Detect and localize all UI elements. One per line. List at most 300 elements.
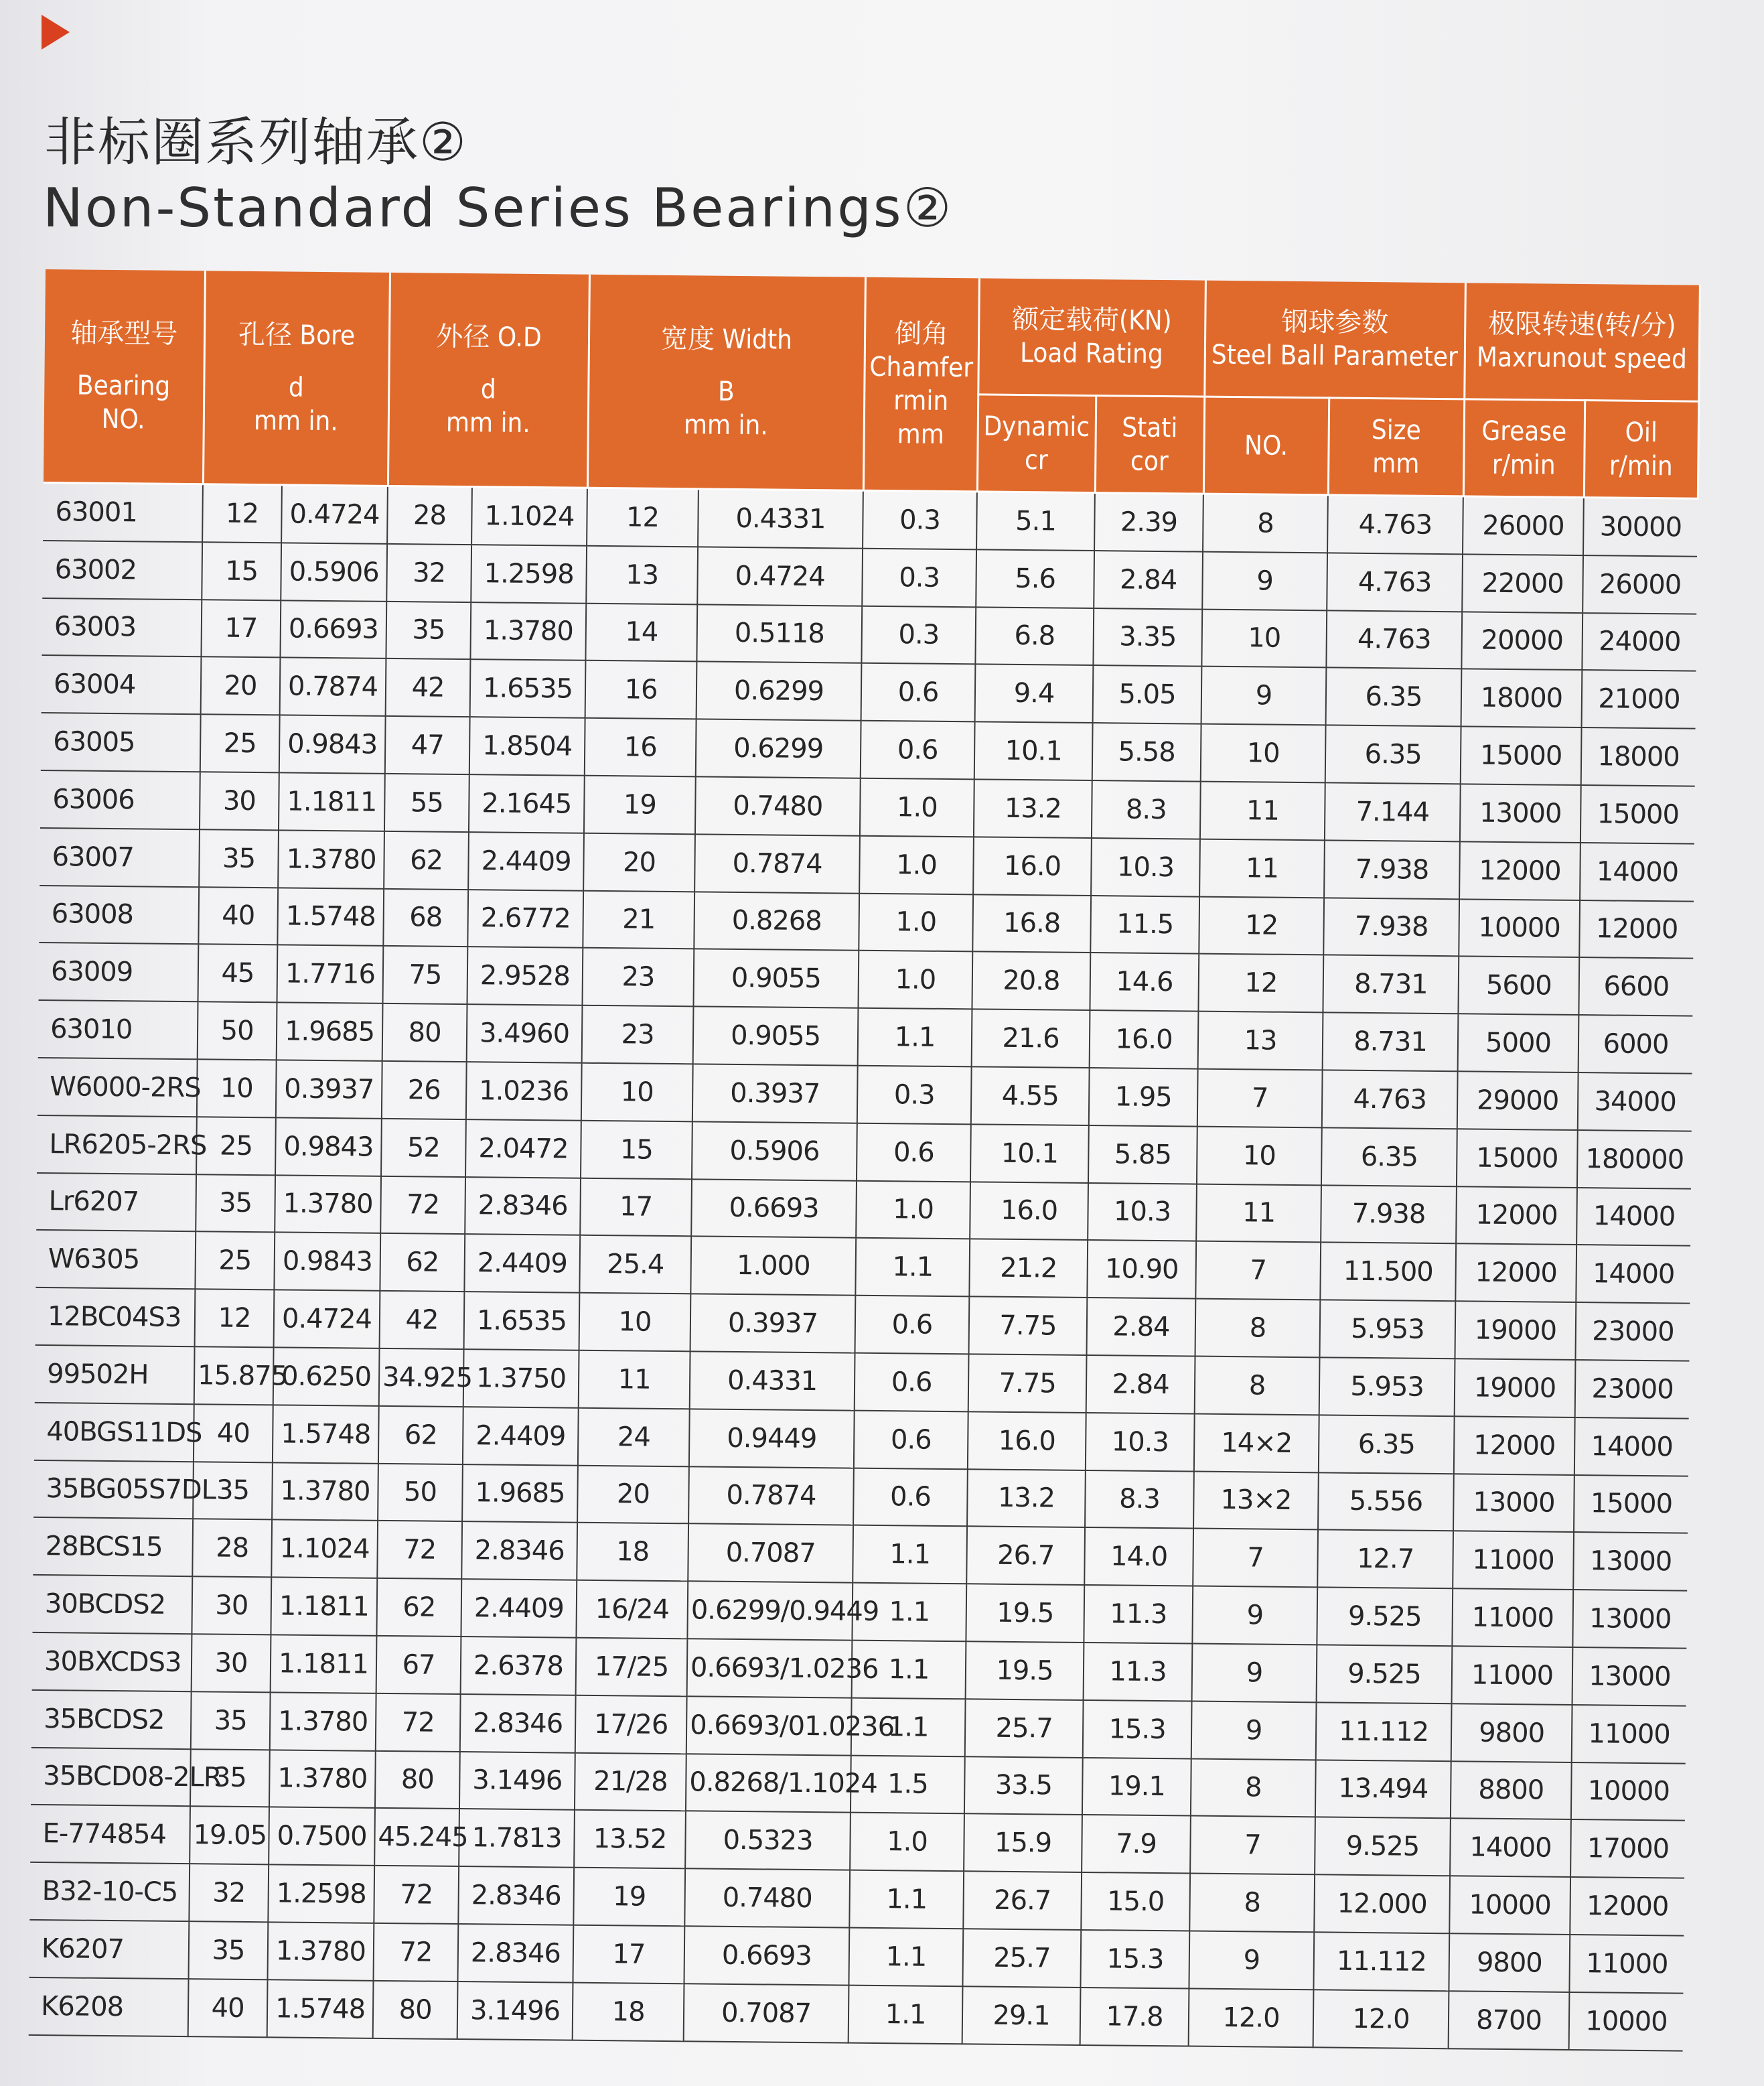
- cell-grease-speed: 14000: [1450, 1819, 1571, 1878]
- cell-bore-in: 0.9843: [279, 715, 386, 774]
- cell-ball-count: 9: [1189, 1931, 1314, 1990]
- cell-static-load: 15.3: [1083, 1700, 1192, 1758]
- cell-bearing-no: 30BXCDS3: [32, 1632, 192, 1691]
- cell-dynamic-load: 9.4: [975, 665, 1094, 723]
- cell-grease-speed: 9800: [1449, 1933, 1570, 1992]
- cell-grease-speed: 19000: [1455, 1359, 1576, 1417]
- cell-dynamic-load: 10.1: [974, 722, 1093, 780]
- cell-oil-speed: 6600: [1578, 957, 1693, 1016]
- cell-dynamic-load: 7.75: [968, 1354, 1087, 1412]
- cell-width-mm: 15: [581, 1121, 692, 1179]
- cell-width-mm: 23: [583, 948, 694, 1006]
- header-speed-en: Maxrunout speed: [1476, 342, 1688, 375]
- cell-ball-count: 7: [1197, 1069, 1323, 1128]
- cell-bearing-no: B32-10-C5: [29, 1862, 190, 1921]
- header-dynamic: [977, 395, 1096, 493]
- cell-dynamic-load: 25.7: [962, 1929, 1081, 1987]
- cell-width-mm: 11: [579, 1350, 690, 1409]
- cell-ball-size: 7.938: [1321, 1185, 1457, 1244]
- header-oil-label: Oil: [1625, 417, 1658, 449]
- cell-width-in: 0.6299: [696, 719, 861, 778]
- cell-grease-speed: 15000: [1457, 1129, 1578, 1188]
- cell-bore-in: 1.9685: [277, 1003, 383, 1061]
- cell-width-mm: 23: [582, 1005, 694, 1064]
- cell-od-mm: 32: [386, 544, 471, 602]
- cell-od-in: 2.0472: [465, 1119, 581, 1178]
- cell-ball-size: 13.494: [1315, 1760, 1451, 1819]
- cell-ball-size: 9.525: [1317, 1587, 1453, 1646]
- cell-od-mm: 26: [382, 1061, 467, 1119]
- cell-chamfer: 1.1: [855, 1238, 970, 1296]
- cell-dynamic-load: 16.0: [973, 837, 1092, 895]
- cell-bore-mm: 12: [195, 1289, 275, 1347]
- cell-bearing-no: Lr6207: [36, 1173, 196, 1232]
- cell-ball-count: 8: [1203, 494, 1328, 553]
- cell-width-mm: 13: [586, 546, 698, 604]
- cell-oil-speed: 24000: [1582, 613, 1696, 671]
- cell-od-in: 3.1496: [459, 1752, 575, 1810]
- header-bearing-no-cn: 轴承型号: [70, 317, 178, 350]
- cell-ball-count: 8: [1195, 1357, 1320, 1415]
- cell-bore-in: 1.5748: [273, 1405, 379, 1463]
- cell-width-in: 0.7087: [688, 1524, 853, 1583]
- cell-grease-speed: 5600: [1458, 957, 1579, 1016]
- cell-ball-size: 12.7: [1317, 1530, 1453, 1589]
- cell-dynamic-load: 13.2: [967, 1469, 1086, 1527]
- cell-od-in: 1.9685: [462, 1464, 578, 1523]
- cell-width-mm: 17: [580, 1178, 692, 1236]
- cell-bore-mm: 35: [190, 1749, 270, 1807]
- header-load-rating: [978, 278, 1205, 397]
- cell-ball-count: 14×2: [1194, 1413, 1319, 1472]
- header-dynamic-symbol: cr: [1024, 445, 1048, 476]
- cell-bearing-no: 63007: [40, 828, 200, 887]
- header-od-title: 外径 O.D: [436, 321, 542, 353]
- cell-ball-size: 8.731: [1323, 955, 1459, 1014]
- cell-od-in: 1.8504: [469, 717, 585, 775]
- header-bearing-no: [44, 269, 205, 484]
- cell-od-mm: 62: [378, 1406, 463, 1464]
- cell-ball-size: 6.35: [1325, 725, 1461, 784]
- cell-chamfer: 0.3: [863, 490, 977, 549]
- header-grease-label: Grease: [1481, 415, 1567, 447]
- cell-chamfer: 1.1: [849, 1928, 963, 1986]
- header-bearing-no-en: Bearing: [76, 369, 171, 402]
- cell-oil-speed: 15000: [1574, 1475, 1688, 1533]
- cell-ball-count: 11: [1196, 1184, 1321, 1243]
- cell-ball-size: 6.35: [1319, 1415, 1455, 1474]
- cell-chamfer: 0.6: [861, 721, 975, 779]
- cell-width-in: 0.9055: [693, 1007, 859, 1066]
- cell-static-load: 5.58: [1092, 723, 1201, 781]
- cell-od-in: 1.1024: [471, 487, 587, 546]
- header-steel-ball-cn: 钢球参数: [1281, 306, 1389, 339]
- cell-width-mm: 10: [579, 1293, 691, 1351]
- header-steel-ball-en: Steel Ball Parameter: [1211, 339, 1459, 373]
- cell-dynamic-load: 6.8: [975, 607, 1094, 665]
- cell-width-mm: 10: [581, 1063, 693, 1121]
- cell-oil-speed: 15000: [1581, 785, 1695, 843]
- cell-bore-mm: 35: [189, 1921, 269, 1979]
- cell-bore-mm: 35: [199, 829, 279, 888]
- header-od-symbol: d: [480, 373, 496, 405]
- cell-static-load: 11.3: [1084, 1643, 1193, 1701]
- cell-width-mm: 25.4: [579, 1235, 691, 1294]
- cell-od-mm: 45.245: [374, 1808, 459, 1866]
- cell-oil-speed: 17000: [1570, 1819, 1685, 1878]
- cell-chamfer: 1.0: [858, 951, 972, 1009]
- cell-ball-count: 13: [1198, 1012, 1323, 1070]
- cell-bearing-no: 63004: [42, 655, 202, 714]
- cell-grease-speed: 19000: [1455, 1301, 1576, 1360]
- cell-width-mm: 14: [585, 603, 697, 661]
- cell-od-mm: 80: [375, 1750, 460, 1809]
- cell-bearing-no: 28BCS15: [33, 1517, 193, 1576]
- cell-ball-size: 11.500: [1320, 1243, 1456, 1302]
- header-chamfer-en: Chamfer: [869, 351, 974, 383]
- cell-ball-size: 4.763: [1322, 1070, 1458, 1129]
- cell-chamfer: 0.3: [862, 549, 976, 607]
- header-chamfer-cn: 倒角: [894, 318, 949, 350]
- cell-oil-speed: 30000: [1583, 498, 1698, 557]
- cell-width-mm: 16: [585, 718, 696, 776]
- cell-od-in: 1.3750: [463, 1349, 579, 1407]
- cell-width-mm: 19: [573, 1868, 685, 1926]
- cell-width-in: 0.3937: [692, 1064, 858, 1123]
- cell-od-in: 3.4960: [467, 1004, 583, 1062]
- header-load-rating-en: Load Rating: [1019, 337, 1163, 370]
- cell-bore-in: 1.3780: [275, 1175, 381, 1233]
- cell-chamfer: 1.5: [851, 1755, 965, 1813]
- cell-oil-speed: 21000: [1582, 670, 1696, 728]
- cell-od-mm: 75: [383, 946, 468, 1004]
- cell-bore-mm: 40: [198, 887, 278, 945]
- cell-od-mm: 72: [377, 1521, 462, 1579]
- cell-chamfer: 0.3: [861, 606, 976, 664]
- cell-width-in: 0.7874: [688, 1466, 854, 1525]
- cell-od-mm: 35: [386, 602, 471, 660]
- cell-ball-count: 8: [1191, 1758, 1316, 1817]
- cell-chamfer: 1.1: [852, 1641, 966, 1699]
- cell-od-mm: 72: [380, 1176, 465, 1234]
- cell-od-mm: 80: [373, 1981, 458, 2039]
- cell-bearing-no: LR6205-2RS: [37, 1115, 197, 1174]
- cell-width-mm: 20: [583, 833, 695, 892]
- cell-ball-count: 11: [1200, 782, 1325, 841]
- cell-grease-speed: 29000: [1457, 1071, 1578, 1130]
- cell-bore-in: 1.3780: [278, 830, 384, 888]
- table-body: [29, 482, 1698, 2050]
- cell-bore-in: 0.7500: [269, 1807, 375, 1866]
- cell-dynamic-load: 7.75: [969, 1296, 1088, 1354]
- cell-ball-size: 7.938: [1324, 840, 1460, 899]
- cell-ball-size: 12.000: [1314, 1874, 1450, 1933]
- header-width-symbol: B: [717, 376, 735, 407]
- cell-bore-in: 0.4724: [274, 1290, 380, 1348]
- cell-bore-in: 0.3937: [276, 1060, 382, 1118]
- cell-chamfer: 0.6: [861, 663, 976, 721]
- cell-ball-count: 9: [1201, 667, 1327, 725]
- cell-width-in: 0.4724: [697, 547, 863, 606]
- cell-static-load: 3.35: [1093, 608, 1202, 667]
- cell-grease-speed: 8700: [1449, 1991, 1570, 2050]
- cell-oil-speed: 14000: [1576, 1188, 1691, 1246]
- cell-bearing-no: 63003: [42, 598, 202, 657]
- cell-static-load: 2.39: [1094, 493, 1203, 552]
- cell-chamfer: 0.6: [855, 1296, 970, 1354]
- cell-od-mm: 34.925: [379, 1348, 464, 1407]
- cell-static-load: 7.9: [1082, 1815, 1191, 1873]
- cell-grease-speed: 11000: [1452, 1588, 1573, 1647]
- cell-grease-speed: 10000: [1449, 1876, 1570, 1935]
- cell-oil-speed: 13000: [1573, 1532, 1688, 1590]
- cell-bearing-no: 63009: [39, 943, 199, 1001]
- cell-bore-in: 1.1811: [279, 772, 385, 831]
- cell-bearing-no: K6208: [29, 1977, 189, 2036]
- cell-oil-speed: 18000: [1581, 727, 1696, 786]
- cell-bore-mm: 30: [192, 1576, 271, 1635]
- cell-width-mm: 20: [577, 1465, 689, 1523]
- cell-oil-speed: 6000: [1578, 1015, 1693, 1073]
- cell-bore-in: 1.1811: [271, 1635, 377, 1693]
- cell-grease-speed: 11000: [1452, 1646, 1573, 1705]
- header-od: [388, 273, 589, 488]
- triangle-marker-icon: [42, 15, 70, 50]
- cell-bearing-no: 63006: [40, 770, 200, 829]
- cell-bore-mm: 45: [198, 945, 278, 1003]
- cell-dynamic-load: 16.0: [970, 1182, 1088, 1240]
- cell-width-in: 0.6299: [696, 662, 862, 721]
- cell-width-in: 0.9449: [689, 1409, 855, 1468]
- cell-od-in: 2.8346: [460, 1694, 576, 1752]
- cell-bore-in: 0.5906: [281, 543, 387, 601]
- cell-grease-speed: 13000: [1453, 1474, 1574, 1533]
- header-grease-unit: r/min: [1491, 449, 1556, 481]
- cell-grease-speed: 12000: [1455, 1244, 1576, 1303]
- cell-ball-size: 12.0: [1313, 1990, 1449, 2048]
- cell-od-in: 2.4409: [468, 832, 584, 890]
- cell-oil-speed: 10000: [1569, 1992, 1684, 2050]
- cell-chamfer: 0.6: [853, 1468, 968, 1526]
- cell-dynamic-load: 25.7: [965, 1699, 1084, 1757]
- cell-width-in: 0.8268: [694, 892, 859, 951]
- cell-static-load: 11.3: [1084, 1585, 1193, 1643]
- cell-bearing-no: W6000-2RS: [38, 1058, 198, 1117]
- cell-chamfer: 1.1: [851, 1697, 966, 1756]
- cell-width-in: 0.9055: [693, 949, 859, 1008]
- cell-ball-count: 12.0: [1189, 1988, 1314, 2047]
- cell-oil-speed: 11000: [1569, 1935, 1684, 1993]
- cell-od-mm: 28: [387, 486, 472, 545]
- cell-ball-size: 9.525: [1317, 1645, 1453, 1703]
- cell-ball-size: 4.763: [1327, 495, 1463, 554]
- cell-od-mm: 68: [383, 888, 468, 947]
- cell-dynamic-load: 13.2: [974, 779, 1092, 837]
- cell-chamfer: 1.0: [856, 1180, 970, 1239]
- cell-od-mm: 72: [374, 1923, 459, 1981]
- cell-static-load: 16.0: [1090, 1010, 1199, 1068]
- cell-width-mm: 24: [578, 1407, 690, 1466]
- header-ball-size-unit: mm: [1372, 448, 1420, 480]
- cell-od-mm: 62: [380, 1233, 465, 1292]
- cell-od-in: 2.4409: [461, 1579, 577, 1637]
- cell-width-mm: 17/25: [576, 1638, 688, 1696]
- cell-static-load: 5.85: [1088, 1125, 1197, 1184]
- header-ball-size: [1328, 398, 1464, 496]
- cell-od-mm: 42: [380, 1291, 465, 1349]
- cell-static-load: 8.3: [1085, 1470, 1194, 1529]
- cell-width-mm: 16: [585, 660, 697, 719]
- header-bore-symbol: d: [288, 371, 304, 403]
- cell-dynamic-load: 16.8: [972, 894, 1091, 953]
- cell-dynamic-load: 33.5: [964, 1756, 1083, 1815]
- cell-grease-speed: 18000: [1461, 669, 1583, 728]
- cell-static-load: 17.8: [1080, 1988, 1189, 2046]
- cell-ball-count: 9: [1202, 551, 1327, 610]
- cell-static-load: 15.3: [1080, 1930, 1189, 1988]
- cell-chamfer: 1.0: [859, 893, 973, 951]
- header-bearing-no-abbr: NO.: [101, 403, 145, 435]
- cell-grease-speed: 20000: [1461, 612, 1583, 671]
- cell-ball-count: 11: [1199, 839, 1325, 898]
- cell-width-in: 0.5323: [685, 1811, 851, 1870]
- cell-bearing-no: 35BG05S7DL: [33, 1460, 194, 1519]
- cell-grease-speed: 15000: [1461, 727, 1582, 786]
- cell-bore-in: 1.3780: [272, 1462, 378, 1521]
- cell-dynamic-load: 19.5: [966, 1641, 1084, 1699]
- cell-od-in: 2.9528: [467, 947, 583, 1005]
- cell-width-in: 0.6693/1.0236: [687, 1639, 853, 1697]
- cell-ball-count: 10: [1197, 1126, 1322, 1185]
- cell-od-in: 1.6535: [464, 1292, 580, 1350]
- cell-static-load: 1.95: [1089, 1068, 1198, 1126]
- cell-oil-speed: 180000: [1577, 1130, 1692, 1188]
- cell-bore-in: 0.9843: [274, 1233, 380, 1291]
- header-chamfer-unit: mm: [897, 418, 944, 450]
- header-bore-units: mm in.: [253, 405, 338, 437]
- cell-ball-count: 8: [1195, 1299, 1321, 1358]
- cell-od-in: 2.1645: [469, 774, 585, 833]
- cell-static-load: 14.6: [1090, 953, 1199, 1011]
- cell-bore-in: 1.3780: [268, 1922, 374, 1980]
- bearing-spec-table: [29, 269, 1701, 2051]
- cell-od-in: 2.4409: [464, 1234, 580, 1292]
- cell-od-in: 1.2598: [471, 545, 587, 603]
- cell-chamfer: 0.6: [857, 1123, 971, 1181]
- cell-oil-speed: 13000: [1572, 1647, 1687, 1706]
- cell-grease-speed: 12000: [1456, 1186, 1577, 1245]
- cell-bearing-no: 63010: [38, 1000, 198, 1059]
- cell-bore-mm: 25: [195, 1232, 275, 1290]
- cell-od-in: 2.8346: [457, 1924, 573, 1982]
- cell-oil-speed: 26000: [1583, 555, 1697, 614]
- cell-grease-speed: 12000: [1454, 1416, 1575, 1475]
- cell-od-mm: 62: [376, 1578, 461, 1637]
- header-dynamic-label: Dynamic: [983, 411, 1090, 443]
- cell-chamfer: 1.1: [858, 1008, 972, 1066]
- header-od-units: mm in.: [445, 407, 530, 439]
- cell-bore-in: 1.7716: [277, 945, 384, 1003]
- cell-od-in: 2.6378: [461, 1637, 577, 1695]
- cell-grease-speed: 10000: [1459, 899, 1580, 958]
- cell-ball-size: 5.556: [1318, 1472, 1454, 1531]
- cell-ball-count: 9: [1191, 1701, 1317, 1760]
- header-bore-title: 孔径 Bore: [238, 319, 356, 351]
- cell-bore-mm: 25: [196, 1117, 276, 1175]
- cell-bore-in: 1.1024: [271, 1520, 378, 1578]
- cell-static-load: 2.84: [1087, 1298, 1196, 1356]
- cell-bore-mm: 35: [193, 1462, 273, 1520]
- cell-bore-mm: 28: [192, 1519, 272, 1578]
- cell-ball-size: 6.35: [1326, 668, 1462, 727]
- header-oil: [1584, 401, 1698, 499]
- cell-width-in: 0.7874: [694, 834, 860, 893]
- cell-bearing-no: 40BGS11DS: [34, 1403, 194, 1462]
- cell-grease-speed: 13000: [1460, 784, 1581, 843]
- cell-ball-count: 10: [1201, 724, 1326, 783]
- cell-bore-in: 1.3780: [269, 1750, 376, 1808]
- cell-chamfer: 1.1: [852, 1583, 966, 1641]
- header-static-symbol: cor: [1130, 445, 1169, 478]
- cell-bore-in: 1.5748: [277, 888, 384, 946]
- cell-bore-mm: 20: [201, 657, 281, 715]
- cell-bore-mm: 32: [189, 1864, 269, 1922]
- cell-od-mm: 62: [384, 831, 469, 890]
- cell-dynamic-load: 26.7: [966, 1527, 1085, 1585]
- cell-width-in: 0.6693/01.0236: [686, 1696, 852, 1755]
- page-title-chinese: 非标圈系列轴承②: [44, 113, 467, 173]
- cell-ball-size: 8.731: [1323, 1013, 1459, 1072]
- cell-ball-size: 9.525: [1315, 1817, 1451, 1876]
- cell-chamfer: 1.0: [850, 1813, 964, 1871]
- cell-bore-mm: 30: [192, 1634, 271, 1692]
- header-width-units: mm in.: [683, 409, 768, 441]
- cell-od-mm: 47: [385, 716, 470, 774]
- cell-bearing-no: 63002: [42, 541, 202, 600]
- cell-width-in: 0.5906: [692, 1121, 857, 1180]
- cell-od-in: 3.1496: [457, 1981, 573, 2040]
- cell-od-in: 1.3780: [470, 602, 586, 660]
- cell-bore-in: 1.2598: [268, 1864, 374, 1923]
- cell-grease-speed: 26000: [1463, 496, 1584, 555]
- cell-ball-size: 7.938: [1323, 898, 1459, 957]
- cell-width-in: 0.6693: [691, 1179, 857, 1238]
- cell-width-in: 0.6299/0.9449: [687, 1581, 853, 1640]
- cell-bore-mm: 50: [198, 1001, 277, 1060]
- cell-od-mm: 72: [374, 1866, 459, 1924]
- cell-bearing-no: W6305: [35, 1230, 196, 1289]
- cell-grease-speed: 22000: [1462, 554, 1583, 613]
- cell-bearing-no: 99502H: [35, 1345, 195, 1404]
- cell-bore-in: 0.7874: [280, 658, 386, 716]
- cell-grease-speed: 8800: [1451, 1761, 1572, 1820]
- header-oil-unit: r/min: [1609, 450, 1673, 482]
- cell-oil-speed: 12000: [1570, 1877, 1684, 1935]
- cell-ball-size: 5.953: [1320, 1300, 1456, 1359]
- cell-od-mm: 52: [381, 1119, 466, 1177]
- cell-static-load: 10.3: [1086, 1413, 1195, 1471]
- header-chamfer-rmin: rmin: [893, 385, 949, 417]
- cell-dynamic-load: 5.6: [976, 549, 1094, 608]
- cell-ball-count: 10: [1201, 609, 1327, 668]
- cell-chamfer: 0.6: [854, 1410, 968, 1468]
- cell-ball-count: 9: [1192, 1643, 1317, 1702]
- cell-width-in: 0.6693: [684, 1926, 849, 1985]
- cell-ball-count: 9: [1192, 1586, 1317, 1645]
- cell-ball-count: 7: [1190, 1816, 1315, 1875]
- cell-bore-in: 0.9843: [275, 1117, 382, 1176]
- cell-bearing-no: 12BC04S3: [35, 1288, 196, 1346]
